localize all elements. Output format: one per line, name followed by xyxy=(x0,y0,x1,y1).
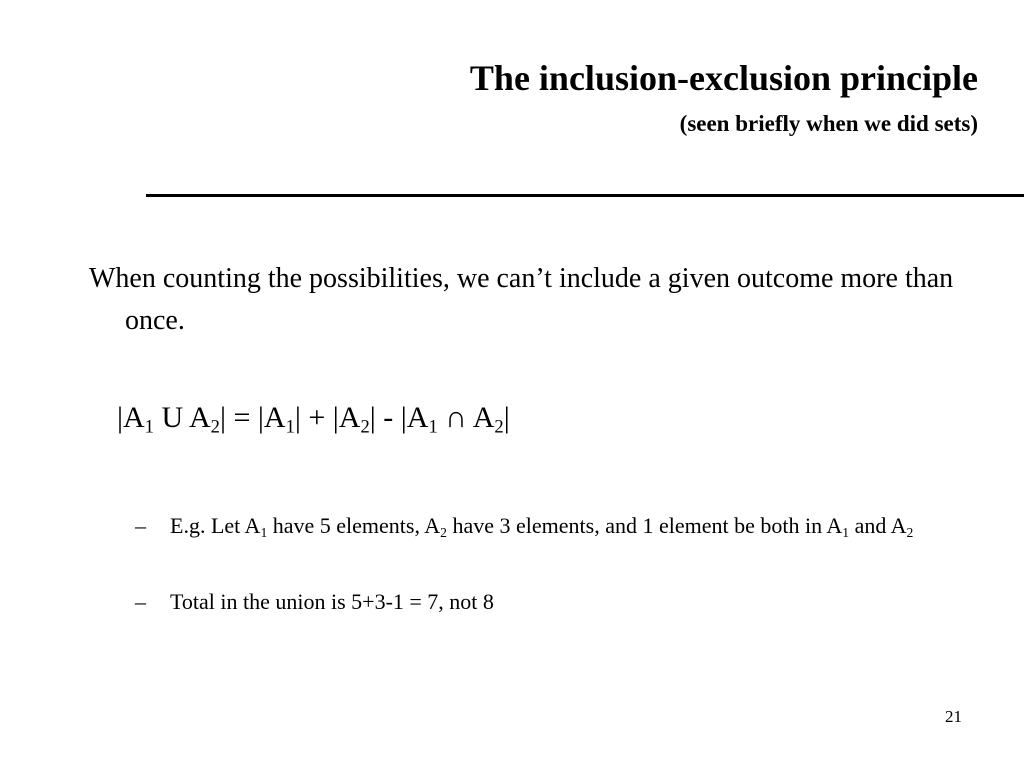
formula-text: | - |A xyxy=(369,401,429,434)
page-number: 21 xyxy=(945,707,962,726)
bullet-dash: – xyxy=(135,589,146,614)
slide-subtitle: (seen briefly when we did sets) xyxy=(679,111,978,136)
formula-text: |A xyxy=(117,401,145,434)
bullet-text-part: and A xyxy=(849,513,907,538)
formula-subscript: 1 xyxy=(428,416,438,438)
bullet-example xyxy=(135,509,955,542)
bullet-dash: – xyxy=(135,513,146,538)
formula-subscript: 1 xyxy=(285,416,295,438)
formula-text: | + |A xyxy=(294,401,361,434)
title-divider xyxy=(146,194,1024,197)
formula-text: ∩ A xyxy=(437,401,495,434)
body-paragraph: When counting the possibilities, we can’t include a given outcome more than once. xyxy=(89,263,954,336)
formula-subscript: 2 xyxy=(210,416,220,438)
formula-text: U A xyxy=(153,401,211,434)
bullet-subscript: 1 xyxy=(842,525,850,541)
formula-subscript: 2 xyxy=(494,416,504,438)
bullet-subscript: 1 xyxy=(260,525,268,541)
formula-subscript: 1 xyxy=(144,416,154,438)
bullet-subscript: 2 xyxy=(906,525,914,541)
bullet-text-part: E.g. Let A xyxy=(170,513,261,538)
bullet-text-part: have 3 elements, and 1 element be both in A xyxy=(446,513,843,538)
bullet-total xyxy=(135,585,955,618)
bullet-subscript: 2 xyxy=(440,525,447,541)
bullet-text: Total in the union is 5+3-1 = 7, not 8 xyxy=(170,589,494,614)
slide-title: The inclusion-exclusion principle xyxy=(469,58,978,98)
formula-subscript: 2 xyxy=(360,416,370,438)
formula-text: | = |A xyxy=(219,401,286,434)
bullet-text-part: have 5 elements, A xyxy=(267,513,441,538)
inclusion-exclusion-formula xyxy=(117,398,510,438)
bullet-text xyxy=(170,509,955,542)
formula-text: | xyxy=(503,401,510,434)
